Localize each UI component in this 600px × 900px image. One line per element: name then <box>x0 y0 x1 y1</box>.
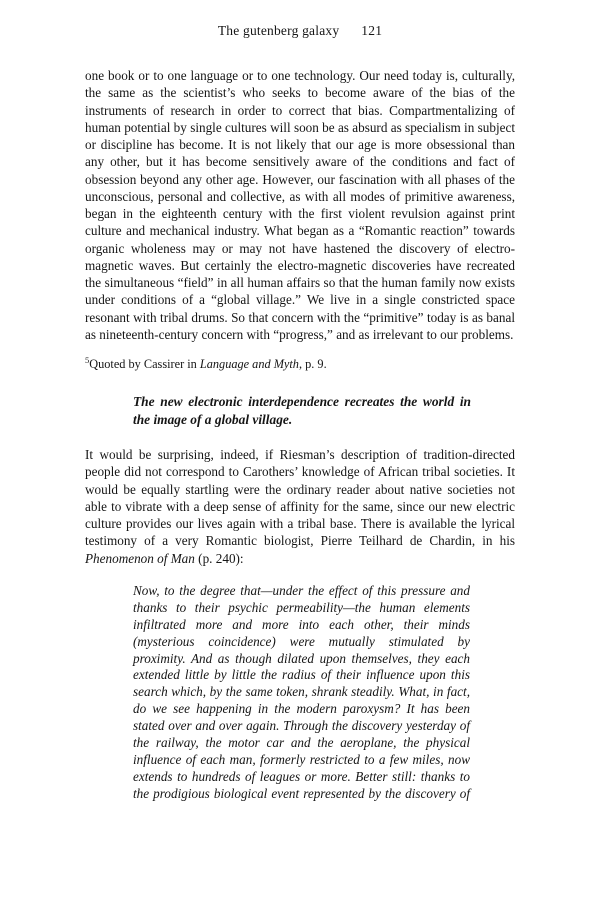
page-content <box>85 67 515 803</box>
paragraph-2-work-title: Phenomenon of Man <box>85 550 195 566</box>
footnote-suffix: , p. 9. <box>298 357 327 371</box>
paragraph-2-suffix: (p. 240): <box>194 550 244 566</box>
section-heading: The new electronic interdependence recreates the world in the image of a global village. <box>133 394 471 427</box>
body-paragraph-2 <box>85 446 515 567</box>
body-paragraph-1: one book or to one language or to one technology. Our need today is, culturally, the same as the scientist’s who seeks to become aware of the bias of the instruments of research in order to correct that bias. Compartmentalizing of human potential by single cultures will soon be as absurd as specialism in subject or discipline has become. It is not likely that our age is more obsessional than any other, but it has become sensitively aware of the conditions and fact of obsession beyond any other age. However, our fascination with all phases of the unconscious, personal and collective, as with all modes of primitive awareness, began in the eighteenth century with the first violent revulsion against print culture and mechanical industry. What began as a “Romantic reaction” towards organic wholeness may or may not have hastened the discovery of electro-magnetic waves. But certainly the electro-magnetic discoveries have recreated the simultaneous “field” in all human affairs so that the human family now exists under conditions of a “global village.” We live in a single constricted space resonant with tribal drums. So that concern with the “primitive” today is as banal as nineteenth-century concern with “progress,” and as irrelevant to our problems. <box>85 68 515 342</box>
page-number: 121 <box>361 23 383 38</box>
running-header <box>0 23 600 39</box>
paragraph-2-text: It would be surprising, indeed, if Riesman’s description of tradition-directed people did not correspond to Carothers’ knowledge of African tribal societies. It would be equally startling were the ordinary reader about native societies not able to vibrate with a deep sense of affinity for the same, since our new electric culture provides our lives again with a tribal base. There is available the lyrical testimony of a very Romantic biologist, Pierre Teilhard de Chardin, in his <box>85 447 515 549</box>
footnote-work-title: Language and Myth <box>199 357 299 371</box>
block-quote: Now, to the degree that—under the effect of this pressure and thanks to their psychic permeability—the human elements infiltrated more and more into each other, their minds (mysterious coincidence) were mutually stimulated by proximity. And as though dilated upon themselves, they each extended little by little the radius of their influence upon this search which, by the same token, shrank steadily. What, in fact, do we see happening in the modern paroxysm? It has been stated over and over again. Through the discovery yesterday of the railway, the motor car and the aeroplane, the physical influence of each man, formerly restricted to a few miles, now extends to hundreds of leagues or more. Better still: thanks to the prodigious biological event represented by the discovery of <box>133 582 470 801</box>
footnote <box>85 356 515 372</box>
footnote-text: Quoted by Cassirer in <box>89 357 200 371</box>
footnote-marker: 5 <box>85 354 90 365</box>
running-header-title: The gutenberg galaxy <box>217 23 340 38</box>
